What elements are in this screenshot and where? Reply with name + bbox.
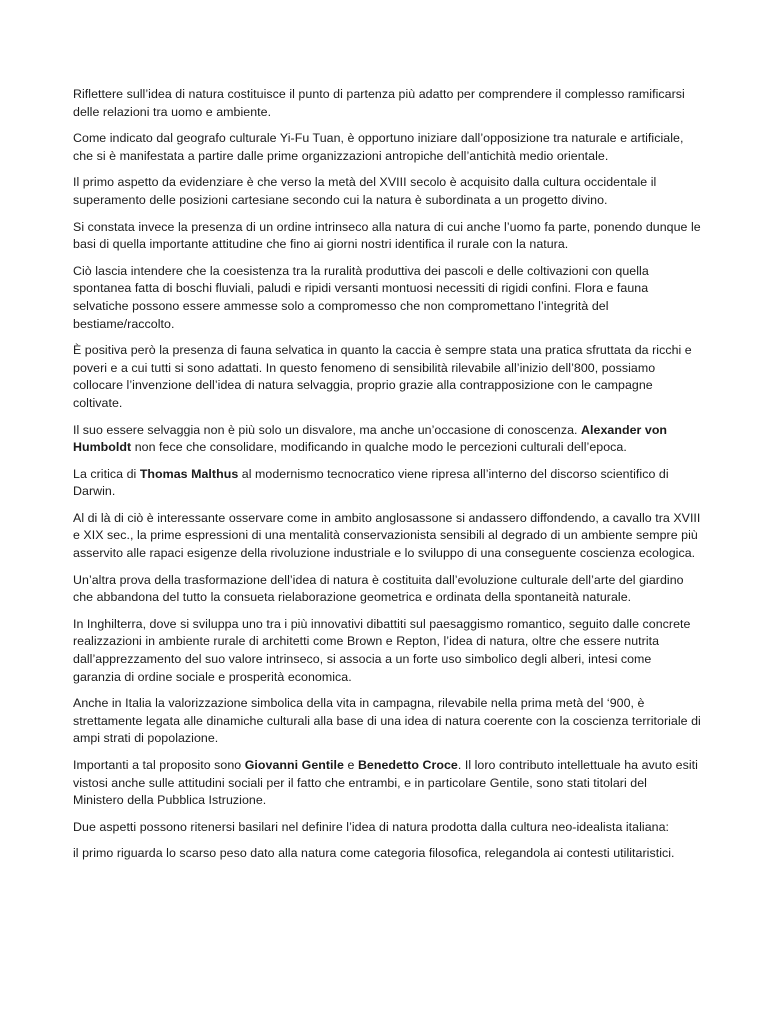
paragraph: Un’altra prova della trasformazione dell’idea di natura è costituita dall’evoluzione culturale dell’arte del giardino che abbandona del tutto la consueta rielaborazione geometrica e ordinata della spontaneità naturale. <box>73 572 684 605</box>
person-name-gentile: Giovanni Gentile <box>244 758 344 772</box>
paragraph: Al di là di ciò è interessante osservare come in ambito anglosassone si andassero diffondendo, a cavallo tra XVIII e XIX sec., la prime espressioni di una mentalità conservazionista sensibili al degrado di un ambiente sempre più asservito alle rapaci esigenze della rivoluzione industriale e lo sviluppo di una conseguente coscienza ecologica. <box>73 510 701 561</box>
person-name-croce: Benedetto Croce <box>357 758 458 772</box>
paragraph: Due aspetti possono ritenersi basilari nel definire l’idea di natura prodotta dalla cultura neo-idealista italiana: <box>73 819 670 834</box>
paragraph <box>73 466 701 501</box>
paragraph: il primo riguarda lo scarso peso dato alla natura come categoria filosofica, relegandola ai contesti utilitaristici. <box>73 846 675 861</box>
paragraph: È positiva però la presenza di fauna selvatica in quanto la caccia è sempre stata una pratica sfruttata da ricchi e poveri e a cui tutti si sono adattati. In questo fenomeno di sensibilità rilevabile all’inizio dell’800, possiamo collocare l’invenzione dell’idea di natura selvaggia, proprio grazie alla contrapposizione con le campagne coltivate. <box>73 343 692 410</box>
paragraph: In Inghilterra, dove si sviluppa uno tra i più innovativi dibattiti sul paesaggismo romantico, seguito dalle concrete realizzazioni in ambiente rurale di architetti come Brown e Repton, l’idea di natura, oltre che essere nutrita dall’apprezzamento del suo valore intrinseco, si associa a un forte uso simbolico degli alberi, intesi come garanzia di ordine sociale e prosperità economica. <box>73 616 691 684</box>
person-name-humboldt: Alexander von Humboldt <box>73 422 668 455</box>
paragraph: Il primo aspetto da evidenziare è che verso la metà del XVIII secolo è acquisito dalla cultura occidentale il superamento delle posizioni cartesiane secondo cui la natura è subordinata a un progetto divino. <box>73 175 657 207</box>
paragraph: Ciò lascia intendere che la coesistenza tra la ruralità produttiva dei pascoli e delle coltivazioni con quella spontanea fatta di boschi fluviali, paludi e ripidi versanti montuosi necessiti di rigidi confini. Flora e fauna selvatiche possono essere ammesse solo a compromesso che non compromettano l’integrità del bestiame/raccolto. <box>73 263 649 331</box>
paragraph-text: Importanti a tal proposito sono <box>73 758 245 772</box>
paragraph: Come indicato dal geografo culturale Yi-Fu Tuan, è opportuno iniziare dall’opposizione tra naturale e artificiale, che si è manifestata a partire dalle prime organizzazioni antropiche dell’antichità medio orientale. <box>73 131 684 163</box>
paragraph-text: al modernismo tecnocratico viene ripresa all’interno del discorso scientifico di Darwin. <box>73 466 669 499</box>
paragraph-text: . Il loro contributo intellettuale ha avuto esiti vistosi anche sulle attitudini sociali per il fatto che entrambi, e in particolare Gentile, sono stati titolari del Ministero della Pubblica Istruzione. <box>73 758 698 808</box>
paragraph: Anche in Italia la valorizzazione simbolica della vita in campagna, rilevabile nella prima metà del ‘900, è strettamente legata alle dinamiche culturali alla base di una idea di natura coerente con la coscienza territoriale di ampi strati di popolazione. <box>73 696 701 746</box>
paragraph <box>73 422 701 457</box>
paragraph: Riflettere sull’idea di natura costituisce il punto di partenza più adatto per comprendere il complesso ramificarsi delle relazioni tra uomo e ambiente. <box>73 87 685 119</box>
person-name-malthus: Thomas Malthus <box>139 466 239 481</box>
paragraph: Si constata invece la presenza di un ordine intrinseco alla natura di cui anche l’uomo fa parte, ponendo dunque le basi di quella importante attitudine che fino ai giorni nostri identifica il rurale con la natura. <box>73 219 701 252</box>
paragraph <box>73 757 701 810</box>
paragraph-text: La critica di <box>73 466 140 481</box>
document-page <box>73 86 701 872</box>
paragraph-text: e <box>344 758 358 772</box>
paragraph-text: Il suo essere selvaggia non è più solo un disvalore, ma anche un’occasione di conoscenza. <box>73 422 582 437</box>
paragraph-text: non fece che consolidare, modificando in qualche modo le percezioni culturali dell’epoca. <box>131 440 627 455</box>
